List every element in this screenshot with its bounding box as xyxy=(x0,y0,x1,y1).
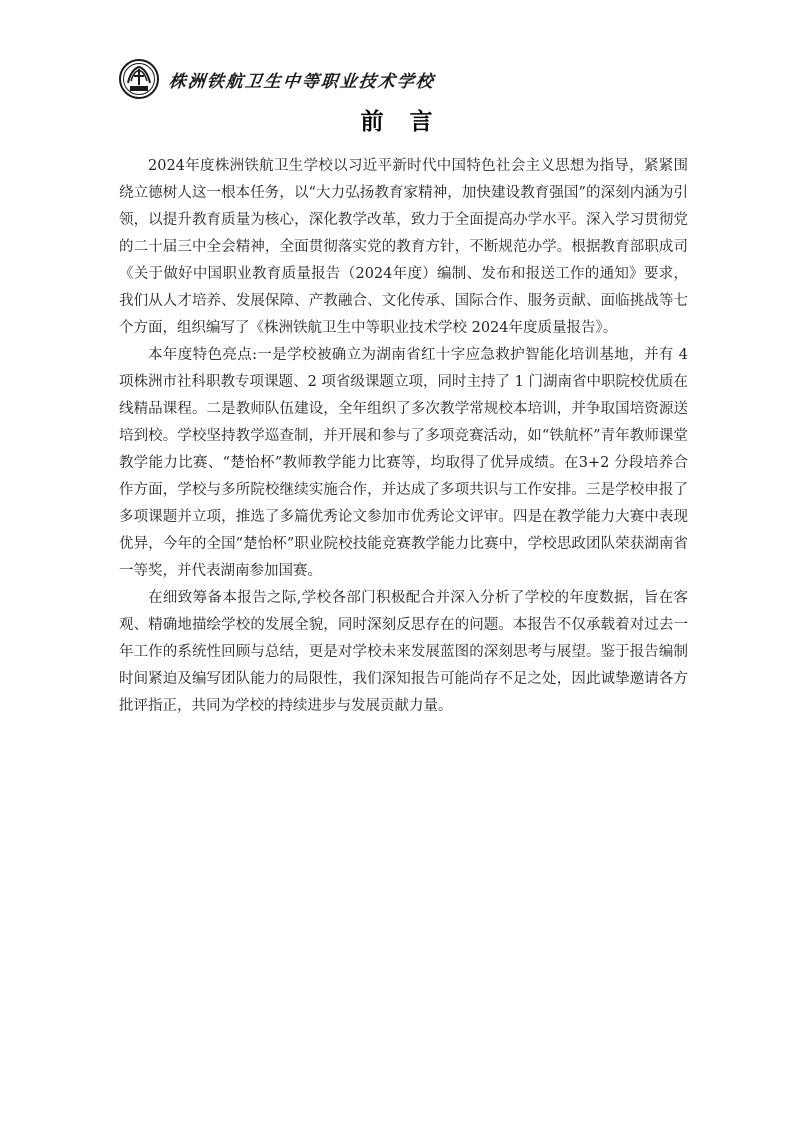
paragraph-3: 在细致筹备本报告之际,学校各部门积极配合并深入分析了学校的年度数据，旨在客观、精确地描绘学校的发展全貌，同时深刻反思存在的问题。本报告不仅承载着对过去一年工作的系统性回顾与总结，更是对学校未来发展蓝图的深刻思考与展望。鉴于报告编制时间紧迫及编写团队能力的局限性，我们深知报告可能尚存不足之处，因此诚挚邀请各方批评指正，共同为学校的持续进步与发展贡献力量。 xyxy=(119,590,688,714)
title-char-1: 前 xyxy=(360,108,384,135)
title-char-2: 言 xyxy=(409,108,433,135)
preface-body xyxy=(119,153,688,720)
school-emblem-icon xyxy=(119,59,159,99)
paragraph-2: 本年度特色亮点:一是学校被确立为湖南省红十字应急救护智能化培训基地，并有 4 项株洲市社科职教专项课题、2 项省级课题立项，同时主持了 1 门湖南省中职院校优质在线精品课程。二是教师队伍建设，全年组织了多次教学常规校本培训，并争取国培资源送培到校。学校坚持教学巡查制，并开展和参与了多项竞赛活动，如“铁航杯”青年教师课堂教学能力比赛、“楚怡杯”教师教学能力比赛等，均取得了优异成绩。在3+2 分段培养合作方面，学校与多所院校继续实施合作，并达成了多项共识与工作安排。三是学校申报了多项课题并立项，推选了多篇优秀论文参加市优秀论文评审。四是在教学能力大赛中表现优异，今年的全国“楚怡杯”职业院校技能竞赛教学能力比赛中，学校思政团队荣获湖南省一等奖，并代表湖南参加国赛。 xyxy=(119,347,688,579)
page-header xyxy=(119,57,435,101)
school-name: 株洲铁航卫生中等职业技术学校 xyxy=(167,71,436,92)
page-title xyxy=(0,103,793,136)
paragraph-1: 2024年度株洲铁航卫生学校以习近平新时代中国特色社会主义思想为指导，紧紧围绕立德树人这一根本任务，以“大力弘扬教育家精神，加快建设教育强国”的深刻内涵为引领，以提升教育质量为核心，深化教学改革，致力于全面提高办学水平。深入学习贯彻党的二十届三中全会精神，全面贯彻落实党的教育方针，不断规范办学。根据教育部职成司《关于做好中国职业教育质量报告（2024年度）编制、发布和报送工作的通知》要求，我们从人才培养、发展保障、产教融合、文化传承、国际合作、服务贡献、面临挑战等七个方面，组织编写了《株洲铁航卫生中等职业技术学校 2024年度质量报告》。 xyxy=(119,158,688,336)
